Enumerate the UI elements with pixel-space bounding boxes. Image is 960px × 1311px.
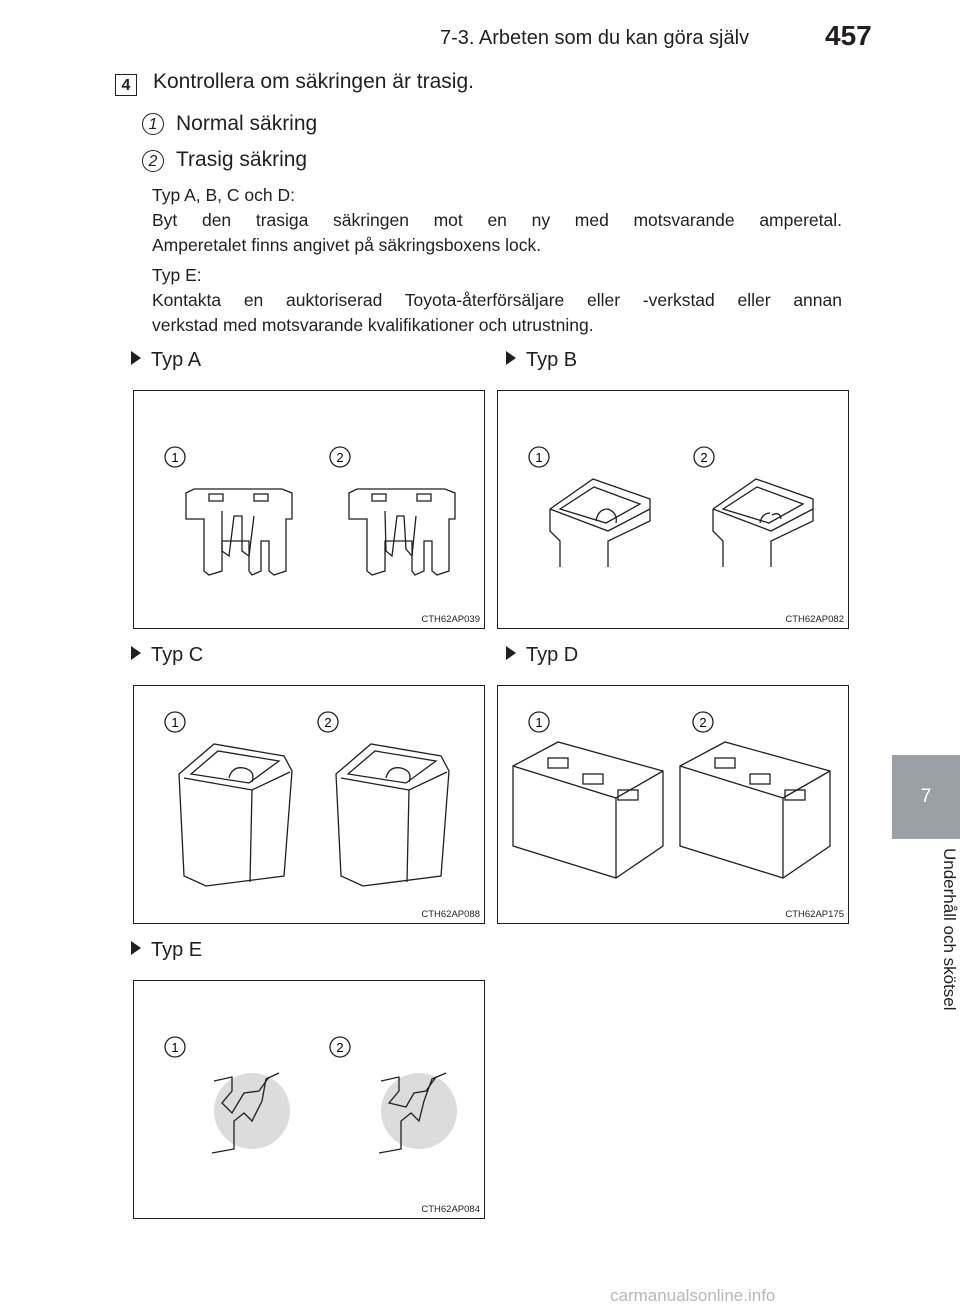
item-number-2: 2 (142, 150, 164, 172)
callout-1: 1 (171, 450, 179, 465)
figure-code: CTH62AP084 (421, 1204, 480, 1215)
callout-2: 2 (699, 715, 707, 730)
paragraph-line: Byt den trasiga säkringen mot en ny med motsvarande amperetal. (152, 210, 842, 230)
callout-2: 2 (336, 1040, 344, 1055)
callout-1: 1 (171, 1040, 179, 1055)
step-number: 4 (115, 74, 137, 96)
figure-type-d (497, 685, 849, 924)
type-label: Typ D (526, 644, 579, 666)
paragraph-line: verkstad med motsvarande kvalifikationer och utrustning. (152, 315, 594, 335)
type-b-heading (506, 349, 577, 372)
paragraph-type-e (152, 263, 842, 338)
arrow-icon (131, 646, 141, 660)
type-d-heading (506, 644, 578, 667)
callout-1: 1 (535, 450, 543, 465)
paragraph-types-abcd (152, 183, 842, 258)
figure-type-b (497, 390, 849, 629)
callout-1: 1 (535, 715, 543, 730)
type-e-heading (131, 939, 202, 962)
fuse-type-b-illustration (498, 391, 850, 630)
type-label: Typ A (151, 349, 202, 371)
type-label: Typ E (151, 939, 203, 961)
page-number: 457 (825, 20, 872, 51)
paragraph-line: Typ A, B, C och D: (152, 185, 295, 205)
paragraph-line: Typ E: (152, 265, 202, 285)
figure-code: CTH62AP082 (785, 614, 844, 625)
item-label-broken: Trasig säkring (176, 148, 308, 171)
fuse-type-d-illustration (498, 686, 850, 925)
callout-2: 2 (700, 450, 708, 465)
chapter-number: 7 (920, 786, 932, 807)
arrow-icon (506, 646, 516, 660)
arrow-icon (131, 941, 141, 955)
figure-code: CTH62AP175 (785, 909, 844, 920)
type-label: Typ B (526, 349, 578, 371)
item-label-normal: Normal säkring (176, 112, 318, 135)
step-text: Kontrollera om säkringen är trasig. (153, 70, 474, 93)
figure-type-a (133, 390, 485, 629)
type-c-heading (131, 644, 203, 667)
chapter-label: Underhåll och skötsel (940, 848, 959, 1011)
paragraph-line: Kontakta en auktoriserad Toyota-återförsäljare eller -verkstad eller annan (152, 290, 842, 310)
type-label: Typ C (151, 644, 204, 666)
figure-type-e (133, 980, 485, 1219)
arrow-icon (131, 351, 141, 365)
paragraph-line: Amperetalet finns angivet på säkringsboxens lock. (152, 235, 542, 255)
type-a-heading (131, 349, 201, 372)
section-title: 7-3. Arbeten som du kan göra själv (440, 27, 750, 49)
arrow-icon (506, 351, 516, 365)
figure-code: CTH62AP088 (421, 909, 480, 920)
fuse-type-c-illustration (134, 686, 486, 925)
figure-type-c (133, 685, 485, 924)
callout-2: 2 (336, 450, 344, 465)
callout-2: 2 (324, 715, 332, 730)
watermark: carmanualsonline.info (610, 1286, 776, 1305)
figure-code: CTH62AP039 (421, 614, 480, 625)
callout-1: 1 (171, 715, 179, 730)
chapter-tab (892, 755, 960, 839)
item-number-1: 1 (142, 113, 164, 135)
fuse-type-a-illustration (134, 391, 486, 630)
fuse-type-e-illustration (134, 981, 486, 1220)
